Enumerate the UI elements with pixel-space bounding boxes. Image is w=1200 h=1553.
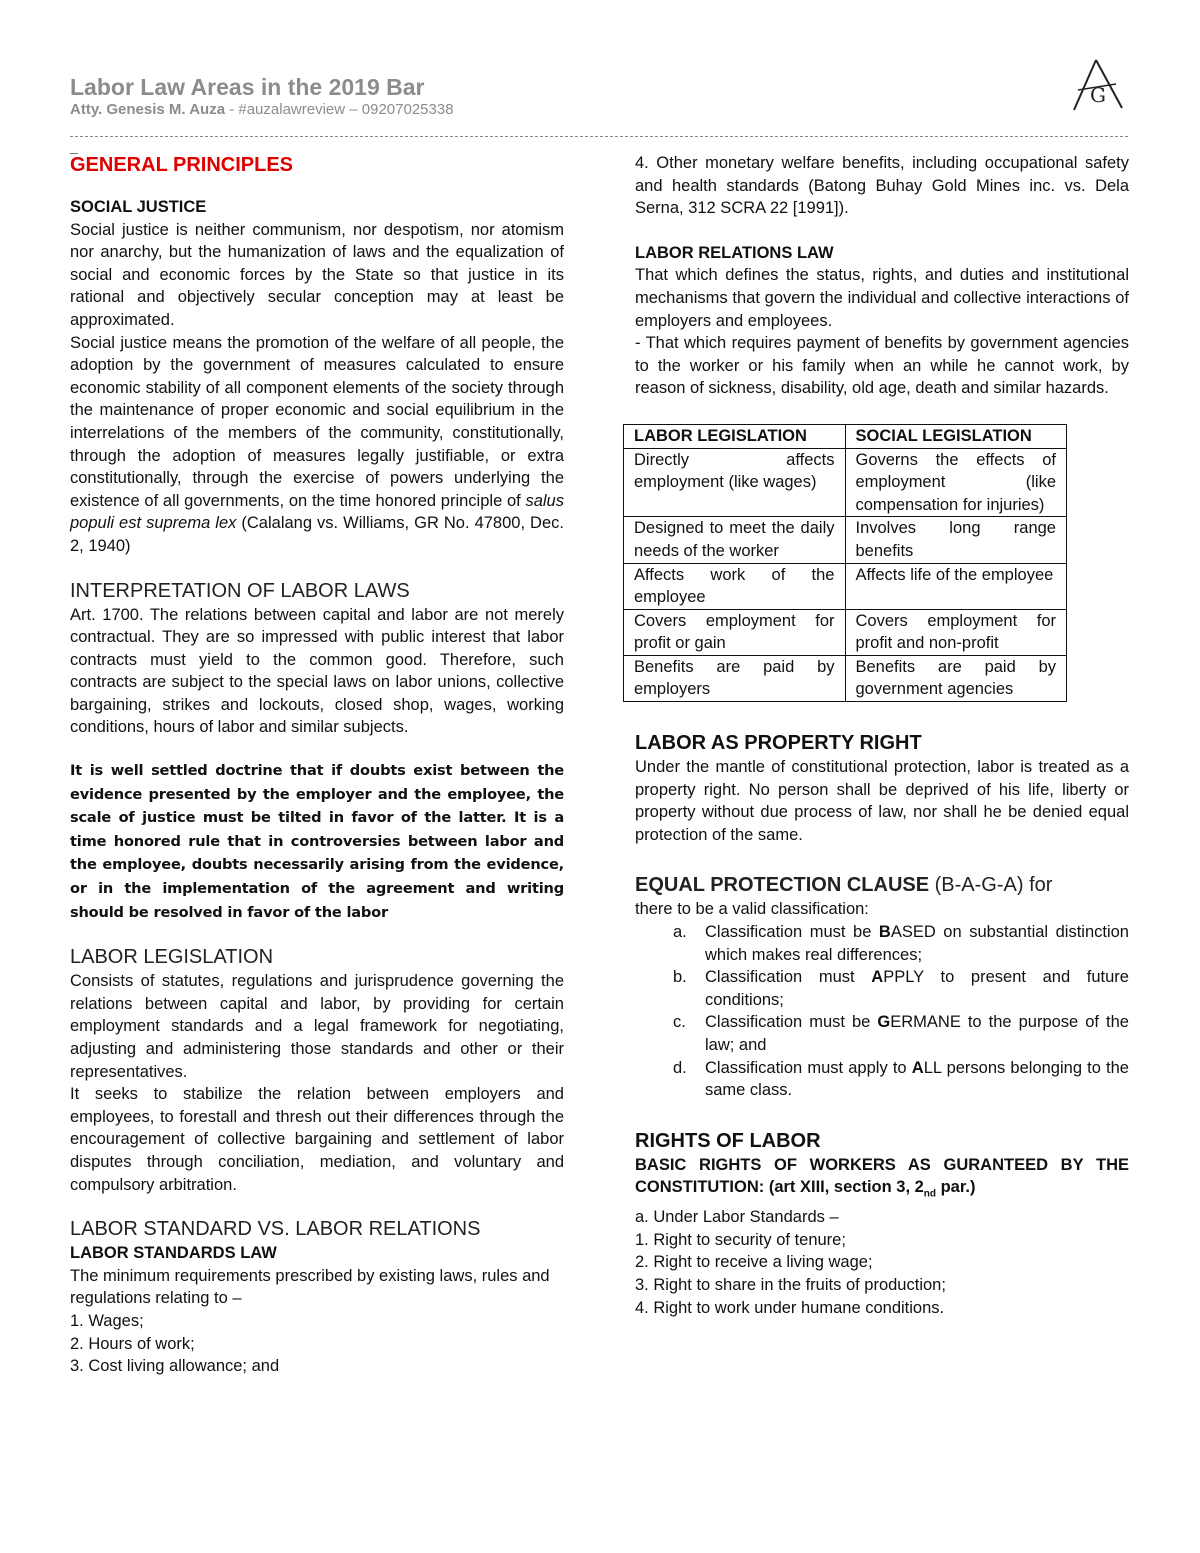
general-principles-heading: GENERAL PRINCIPLES: [70, 154, 293, 176]
ag-logo: [1064, 56, 1128, 114]
table-cell: Involves long range benefits: [845, 517, 1067, 563]
property-right-para: Under the mantle of constitutional protection, labor is treated as a property right. No person shall be deprived of his life, liberty or property without due process of law, nor shall he be denied equal protection of the same.: [635, 758, 1129, 844]
equal-protection-acronym: (B-A-G-A) for: [929, 874, 1053, 897]
table-row: [624, 517, 1067, 563]
standards-item: 3. Cost living allowance; and: [70, 1357, 280, 1376]
standards-item-4: 4. Other monetary welfare benefits, including occupational safety and health standards (Batong Buhay Gold Mines inc. vs. Dela Serna, 312 SCRA 22 [1991]).: [635, 154, 1129, 218]
basic-rights-par: par.): [936, 1178, 976, 1197]
acronym-letter: A: [911, 1058, 924, 1077]
equal-protection-list: [635, 921, 1129, 1102]
list-item: [635, 921, 1129, 966]
rights-item: 3. Right to share in the fruits of production;: [635, 1276, 946, 1295]
table-header-cell: LABOR LEGISLATION: [624, 424, 846, 448]
sj-p2-text: Social justice means the promotion of the welfare of all people, the adoption by the government of measures calculated to ensure economic stability of all component elements of the society through the maintenance of proper economic and social equilibrium in the interrelations of the members of the community, constitutionally, through the adoption of measures legally justifiable, or extra constitutionally, through the exercise of powers underlying the existence of all governments, on the time honored principle of: [70, 333, 564, 510]
social-justice-para-1: Social justice is neither communism, nor despotism, nor atomism nor anarchy, but the humanization of laws and the equalization of social and economic forces by the State so that justice in its rational and objectively secular conception may at least be approximated.: [70, 220, 564, 329]
social-justice-heading: SOCIAL JUSTICE: [70, 198, 207, 216]
labor-legislation-para-1: Consists of statutes, regulations and jurisprudence governing the relations between capital and labor, by providing for certain employment standards and a legal framework for negotiating, adjusting and administering those standards and other or their representatives.: [70, 972, 564, 1081]
list-text: Classification must: [705, 968, 872, 987]
labor-relations-law-heading: LABOR RELATIONS LAW: [635, 243, 834, 262]
acronym-letter: G: [877, 1013, 891, 1032]
list-item: [635, 1011, 1129, 1056]
table-cell: Directly affects employment (like wages): [624, 448, 846, 517]
author-contact: - #auzalawreview – 09207025338: [225, 101, 454, 118]
right-column: [635, 152, 1129, 1319]
interpretation-heading: INTERPRETATION OF LABOR LAWS: [70, 579, 410, 602]
list-text: PPLY to present and future conditions;: [705, 968, 1129, 1009]
table-cell: Benefits are paid by government agencies: [845, 655, 1067, 701]
rights-item: 4. Right to work under humane conditions.: [635, 1298, 945, 1317]
sj-p2-citation: (Calalang vs. Williams, GR No. 47800, Dec. 2, 1940): [70, 514, 564, 555]
table-cell: Covers employment for profit or gain: [624, 609, 846, 655]
divider-mark: _: [70, 138, 78, 154]
document-title: Labor Law Areas in the 2019 Bar: [70, 74, 425, 100]
social-justice-para-2: [70, 332, 564, 558]
equal-protection-intro: there to be a valid classification:: [635, 900, 869, 919]
labor-legislation-heading: LABOR LEGISLATION: [70, 946, 274, 969]
equal-protection-title: EQUAL PROTECTION CLAUSE: [635, 874, 930, 897]
table-cell: Governs the effects of employment (like compensation for injuries): [845, 448, 1067, 517]
table-row: [624, 655, 1067, 701]
list-marker: c.: [673, 1013, 686, 1032]
ordinal-suffix: nd: [923, 1188, 937, 1200]
labor-legislation-para-2: It seeks to stabilize the relation between employers and employees, to forestall and thresh out their differences through the encouragement of collective bargaining and settlement of labor disputes through conciliation, mediation, and voluntary and compulsory arbitration.: [70, 1085, 564, 1194]
rights-under-standards: a. Under Labor Standards –: [635, 1208, 839, 1227]
doctrine-para: It is well settled doctrine that if doubts exist between the evidence presented by the employer and the employee, the scale of justice must be tilted in favor of the latter. It is a time honored rule that in controversies between labor and the employee, doubts necessarily arising from the evidence, or in the implementation of the agreement and writing should be resolved in favor of the labor: [70, 762, 564, 921]
labor-standards-law-heading: LABOR STANDARDS LAW: [70, 1244, 277, 1263]
svg-text:G: G: [1090, 83, 1106, 107]
equal-protection-heading: [635, 872, 1129, 898]
interpretation-para: Art. 1700. The relations between capital and labor are not merely contractual. They are so impressed with public interest that labor contracts must yield to the common good. Therefore, such contracts are subject to the special laws on labor unions, collective bargaining, strikes and lockouts, closed shop, wages, working conditions, hours of labor and similar subjects.: [70, 605, 564, 737]
list-item: [635, 966, 1129, 1011]
table-row: [624, 563, 1067, 609]
standard-vs-relations-heading: LABOR STANDARD VS. LABOR RELATIONS: [70, 1218, 481, 1241]
list-text: ASED on substantial distinction which makes real differences;: [705, 923, 1129, 964]
list-item: [635, 1057, 1129, 1102]
standards-item: 2. Hours of work;: [70, 1334, 195, 1353]
author-name: Atty. Genesis M. Auza: [70, 101, 226, 118]
labor-standards-para: The minimum requirements prescribed by existing laws, rules and regulations relating to –: [70, 1266, 550, 1308]
table-cell: Affects work of the employee: [624, 563, 846, 609]
basic-rights-text: BASIC RIGHTS OF WORKERS AS GURANTEED BY THE CONSTITUTION: (art XIII, section 3, 2: [635, 1155, 1129, 1197]
property-right-heading: LABOR AS PROPERTY RIGHT: [635, 732, 922, 755]
list-text: Classification must be: [705, 923, 879, 942]
author-line: [70, 101, 454, 118]
table-row: [624, 448, 1067, 517]
legislation-comparison-table: [623, 424, 1067, 702]
acronym-letter: B: [878, 923, 891, 942]
basic-rights-subheading: [635, 1154, 1129, 1206]
list-text: Classification must be: [705, 1013, 878, 1032]
rights-of-labor-heading: RIGHTS OF LABOR: [635, 1129, 821, 1152]
header-divider: [70, 136, 1128, 137]
table-cell: Affects life of the employee: [845, 563, 1067, 609]
acronym-letter: A: [871, 968, 884, 987]
list-marker: a.: [673, 923, 687, 942]
rights-item: 2. Right to receive a living wage;: [635, 1253, 873, 1272]
table-row: [624, 609, 1067, 655]
list-text: Classification must apply to: [705, 1058, 912, 1077]
table-header-cell: SOCIAL LEGISLATION: [845, 424, 1067, 448]
standards-item: 1. Wages;: [70, 1311, 144, 1330]
list-text: ERMANE to the purpose of the law; and: [705, 1013, 1129, 1054]
labor-relations-para-2: - That which requires payment of benefits by government agencies to the worker or his family when an while he cannot work, by reason of sickness, disability, old age, death and similar hazards.: [635, 334, 1129, 398]
list-text: LL persons belonging to the same class.: [705, 1058, 1129, 1100]
table-header-row: [624, 424, 1067, 448]
list-marker: d.: [673, 1058, 687, 1077]
rights-item: 1. Right to security of tenure;: [635, 1230, 846, 1249]
table-cell: Covers employment for profit and non-profit: [845, 609, 1067, 655]
latin-maxim: salus populi est suprema lex: [70, 491, 564, 533]
table-cell: Benefits are paid by employers: [624, 655, 846, 701]
list-marker: b.: [673, 968, 687, 987]
table-cell: Designed to meet the daily needs of the worker: [624, 517, 846, 563]
left-column: [70, 152, 564, 1378]
labor-relations-para-1: That which defines the status, rights, and duties and institutional mechanisms that govern the individual and collective interactions of employers and employees.: [635, 266, 1129, 330]
